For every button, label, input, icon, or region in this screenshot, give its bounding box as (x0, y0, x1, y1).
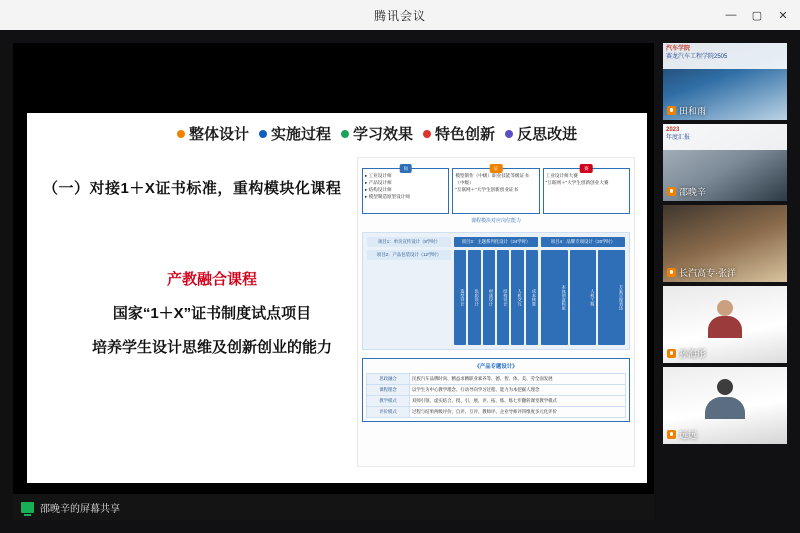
diagram-comp-line-1: 工业设计师大赛 (545, 173, 578, 178)
participant-4-name-row (667, 347, 706, 360)
slide-nav-label-2: 实施过程 (271, 126, 332, 143)
participant-2-name-row (667, 185, 706, 198)
slide-nav-label-3: 学习效果 (353, 126, 414, 143)
participant-3-name-row (667, 266, 736, 279)
diagram-project-4-title: 项目4：品牌专项设计（20学时） (541, 237, 625, 247)
close-button[interactable]: ✕ (778, 9, 788, 22)
diagram-col-center (454, 237, 538, 345)
table-row (367, 374, 626, 385)
diagram-item-r2: 人机工程 (570, 250, 597, 345)
participant-2-banner (663, 124, 787, 150)
participant-5-name: 远远 (679, 430, 698, 440)
screen-share-status-bar (13, 494, 654, 520)
screen-share-icon (21, 502, 34, 513)
shared-screen-area[interactable] (13, 43, 654, 520)
diagram-cert-line-2: “互联网＋”大学生创新创业证书 (455, 187, 519, 192)
diagram-item-r3: 方案呈现表达 (598, 250, 625, 345)
row-key-2: 课程理念 (367, 385, 410, 396)
row-value-4: 过程与结果两级评价、自评、互评、教师评、企业导师评四维度多元化评价 (410, 407, 626, 418)
participant-tile-3[interactable] (663, 205, 787, 282)
participant-1-banner-line1: 汽车学院 (666, 46, 691, 52)
participant-1-name: 田和雨 (679, 106, 707, 116)
avatar-body (708, 316, 742, 338)
participant-tile-2[interactable] (663, 124, 787, 201)
diagram-post-line-4: ▸ 模型制造原型设计师 (365, 194, 410, 199)
slide-nav-label-1: 整体设计 (189, 126, 250, 143)
slide-section-nav (177, 123, 577, 144)
diagram-bottom-block (362, 358, 630, 422)
title-bar (0, 0, 800, 31)
participant-3-name: 长汽高专·张洋 (679, 268, 736, 278)
table-row (367, 407, 626, 418)
microphone-icon (667, 106, 676, 115)
slide-body-line-1: 产教融合课程 (166, 271, 257, 288)
diagram-item-r1: 本体创意构思 (541, 250, 568, 345)
diagram-item-c1: 造型设计 (454, 250, 466, 345)
participant-1-banner-line2: 赛龙汽车工程学院2505 (666, 54, 728, 60)
bullet-dot-icon (259, 130, 267, 138)
diagram-course-title-text: 《产品专题设计》 (474, 364, 518, 370)
participant-4-name: 孙海彤 (679, 349, 707, 359)
diagram-caption: 课程模块对应岗位能力 (470, 218, 521, 224)
diagram-badge-certificate: 证 (490, 164, 503, 173)
bullet-dot-icon (177, 130, 185, 138)
diagram-box-competition (543, 168, 630, 214)
meeting-stage (0, 30, 800, 533)
bullet-dot-icon (341, 130, 349, 138)
participant-tile-5[interactable] (663, 367, 787, 444)
diagram-badge-post: 岗 (399, 164, 412, 173)
microphone-icon (667, 187, 676, 196)
course-structure-diagram (357, 157, 635, 467)
microphone-icon (667, 268, 676, 277)
diagram-project-3-title: 项目3：主题系列化设计（24学时） (454, 237, 538, 247)
presentation-slide (27, 113, 647, 483)
screen-share-label: 邵晚辛的屏幕共享 (40, 503, 120, 515)
diagram-item-c4: 结构设计 (497, 250, 509, 345)
diagram-project-3-items (454, 250, 538, 345)
participant-list[interactable] (663, 43, 787, 520)
diagram-comp-line-2: “互联网＋”大学生创新创业大赛 (545, 180, 609, 185)
slide-nav-item-4 (423, 123, 495, 144)
slide-nav-label-4: 特色创新 (435, 126, 496, 143)
diagram-col-left (367, 237, 451, 345)
row-value-2: 以学生为中心教学理念、行动导向学习过程、能力为本挖掘人理念 (410, 385, 626, 396)
participant-2-name: 邵晚辛 (679, 187, 707, 197)
slide-nav-item-1 (177, 123, 249, 144)
row-key-4: 评价模式 (367, 407, 410, 418)
slide-body-line-2: 国家“1＋X”证书制度试点项目 (112, 305, 312, 322)
diagram-item-c5: 人机交互 (511, 250, 523, 345)
diagram-col-right (541, 237, 625, 345)
diagram-box-post (362, 168, 449, 214)
microphone-icon (667, 430, 676, 439)
participant-1-name-row (667, 104, 706, 117)
slide-body-line-3: 培养学生设计思维及创新创业的能力 (91, 339, 332, 356)
diagram-course-table (366, 373, 626, 418)
diagram-item-c6: 成本核算 (526, 250, 538, 345)
slide-nav-item-2 (259, 123, 331, 144)
row-value-3: 双师引领、虚实结合、授、引、展、评、拓、练、练七步翻转课堂教学模式 (410, 396, 626, 407)
diagram-middle-row (362, 232, 630, 350)
bullet-dot-icon (423, 130, 431, 138)
participant-tile-4[interactable] (663, 286, 787, 363)
diagram-cert-line-1: 模型制作（中级）职业技能等级证书（中级） (455, 173, 529, 185)
diagram-course-title (366, 362, 626, 370)
diagram-box-certificate (452, 168, 539, 214)
participant-2-banner-line2: 年度汇报 (666, 135, 691, 141)
avatar-body (705, 397, 745, 419)
window-controls (718, 0, 796, 30)
bullet-dot-icon (505, 130, 513, 138)
diagram-project-4-items (541, 250, 625, 345)
diagram-project-1: 项目1：单页宣传设计（8学时） (367, 237, 451, 247)
diagram-item-c2: 色彩设计 (468, 250, 480, 345)
minimize-button[interactable]: — (725, 9, 737, 21)
diagram-top-row (362, 162, 630, 214)
window-title: 腾讯会议 (373, 8, 426, 23)
participant-5-name-row (667, 428, 697, 441)
participant-1-banner (663, 43, 787, 69)
avatar (717, 300, 733, 316)
slide-heading: （一）对接1＋X证书标准，重构模块化课程 (43, 180, 342, 197)
diagram-item-c3: 材质设计 (483, 250, 495, 345)
maximize-button[interactable]: ▢ (751, 9, 763, 22)
diagram-project-2: 项目2：产品包装设计（12学时） (367, 250, 451, 260)
row-key-3: 教学模式 (367, 396, 410, 407)
microphone-icon (667, 349, 676, 358)
slide-nav-item-5 (505, 123, 577, 144)
participant-2-banner-line1: 2023 (666, 127, 680, 133)
diagram-post-line-2: ▸ 产品设计师 (365, 180, 392, 185)
table-row (367, 385, 626, 396)
row-value-1: 民族汽车品牌时尚、精益求精职业素养等、德、智、体、美、劳全面发展 (410, 374, 626, 385)
diagram-post-line-3: ▸ 结构设计师 (365, 187, 392, 192)
participant-tile-1[interactable] (663, 43, 787, 120)
slide-nav-label-5: 反思改进 (517, 126, 578, 143)
row-key-1: 思政融合 (367, 374, 410, 385)
diagram-badge-competition: 赛 (580, 164, 593, 173)
diagram-post-line-1: ▸ 工业设计师 (365, 173, 392, 178)
slide-body-text (67, 263, 357, 365)
slide-nav-item-3 (341, 123, 413, 144)
table-row (367, 396, 626, 407)
avatar (717, 379, 733, 395)
